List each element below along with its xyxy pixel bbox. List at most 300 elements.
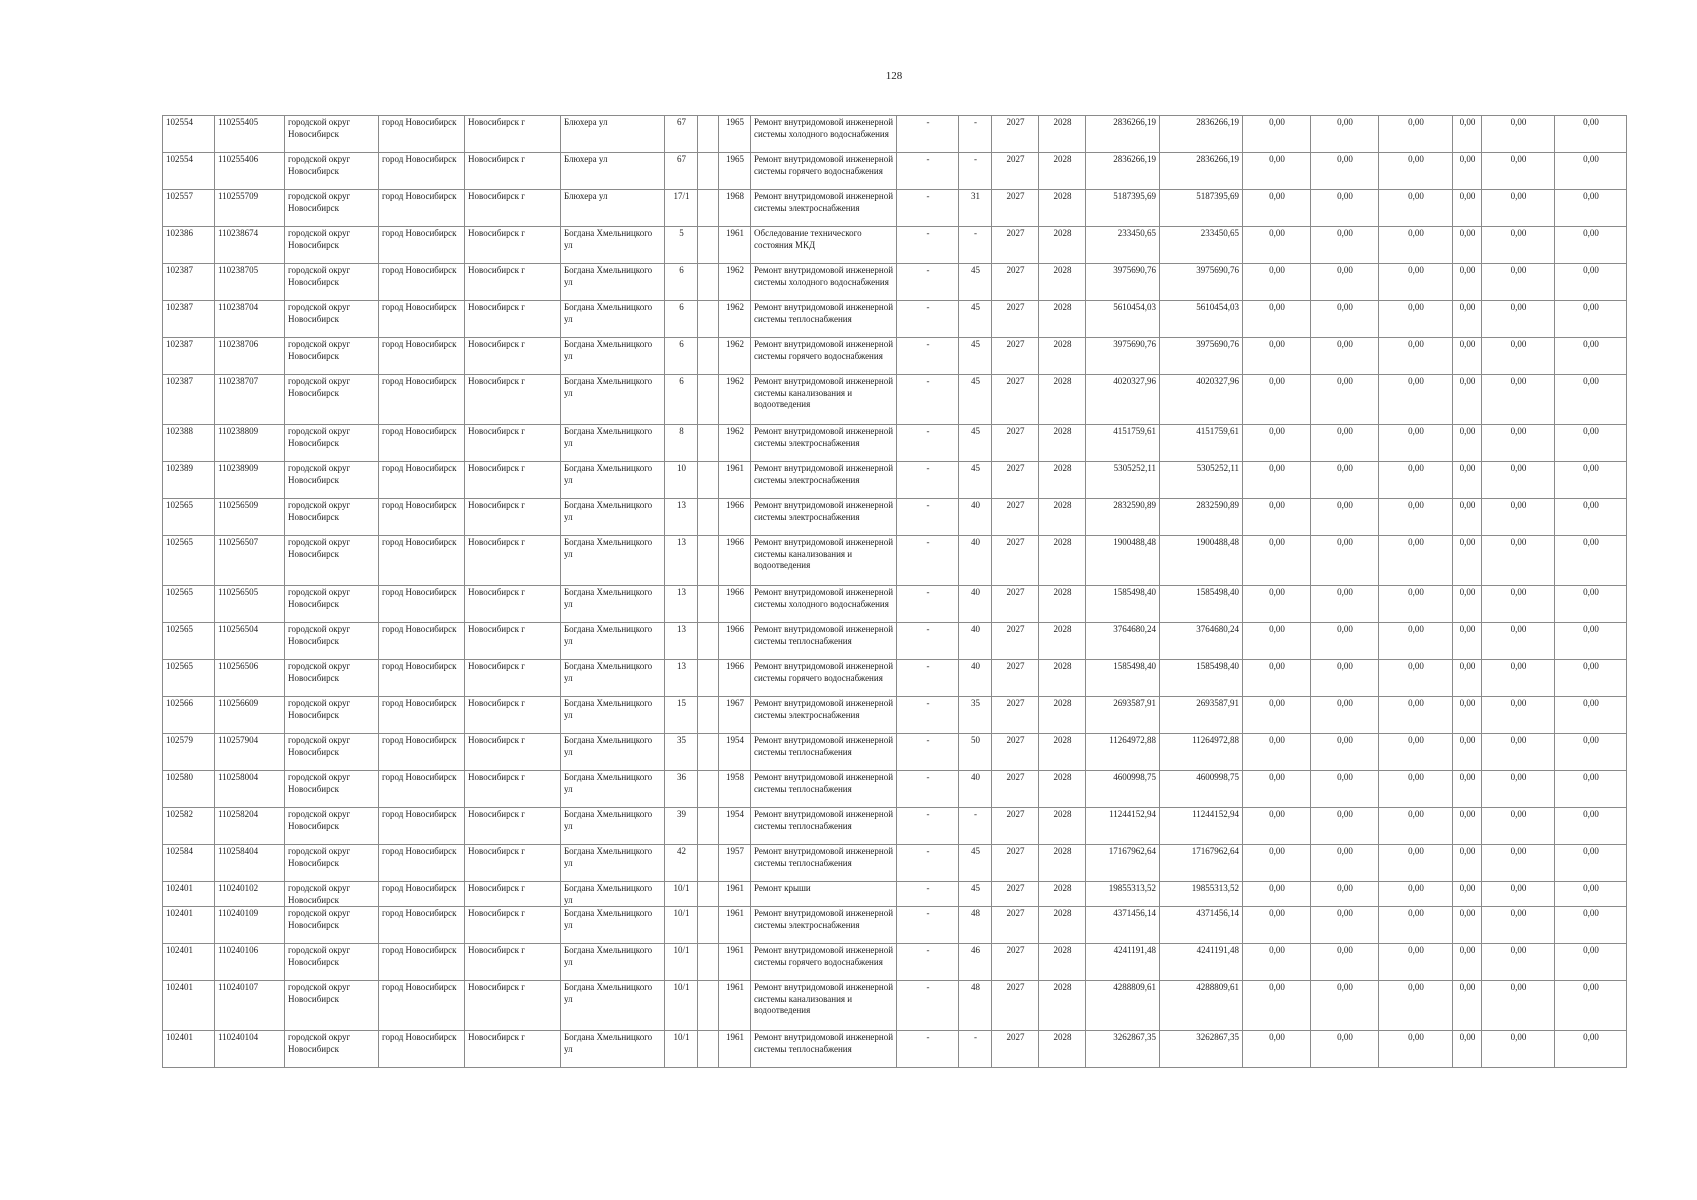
- cell-col-20: 0,00: [1453, 808, 1482, 845]
- cell-locality: Новосибирск г: [465, 771, 561, 808]
- cell-cost-federal: 0,00: [1243, 808, 1311, 845]
- cell-col-11: -: [897, 190, 959, 227]
- cell-street: Блюхера ул: [561, 153, 665, 190]
- cell-year-built: 1968: [719, 190, 751, 227]
- cell-cost-regional: 1585498,40: [1160, 660, 1243, 697]
- cell-col-11: -: [897, 116, 959, 153]
- cell-work-code: 110255709: [215, 190, 285, 227]
- cell-cost-region-budget: 0,00: [1311, 808, 1379, 845]
- cell-settlement: город Новосибирск: [379, 981, 465, 1031]
- cell-col-11: -: [897, 808, 959, 845]
- cell-locality: Новосибирск г: [465, 734, 561, 771]
- cell-settlement: город Новосибирск: [379, 623, 465, 660]
- cell-start-year: 2027: [992, 1031, 1039, 1068]
- cell-settlement: город Новосибирск: [379, 660, 465, 697]
- cell-cost-regional: 17167962,64: [1160, 845, 1243, 882]
- cell-cost-regional: 11264972,88: [1160, 734, 1243, 771]
- cell-year-built: 1966: [719, 536, 751, 586]
- cell-settlement: город Новосибирск: [379, 734, 465, 771]
- cell-street: Блюхера ул: [561, 116, 665, 153]
- cell-end-year: 2028: [1039, 734, 1086, 771]
- cell-cost-other: 0,00: [1555, 697, 1627, 734]
- cell-settlement: город Новосибирск: [379, 375, 465, 425]
- cell-work-type: Ремонт внутридомовой инженерной системы электроснабжения: [751, 907, 897, 944]
- cell-settlement: город Новосибирск: [379, 301, 465, 338]
- cell-cost-local-budget: 0,00: [1379, 944, 1453, 981]
- cell-work-code: 110256507: [215, 536, 285, 586]
- table-row: [163, 1031, 1627, 1068]
- cell-street: Богдана Хмельницкого ул: [561, 1031, 665, 1068]
- cell-year-built: 1961: [719, 882, 751, 907]
- cell-work-code: 110238707: [215, 375, 285, 425]
- cell-col-11: -: [897, 660, 959, 697]
- cell-street: Богдана Хмельницкого ул: [561, 845, 665, 882]
- cell-building: [698, 697, 719, 734]
- table-row: [163, 734, 1627, 771]
- cell-building: [698, 771, 719, 808]
- cell-cost-region-budget: 0,00: [1311, 586, 1379, 623]
- cell-object-code: 102401: [163, 882, 215, 907]
- cell-cost-owners: 0,00: [1482, 264, 1555, 301]
- cell-cost-total: 2836266,19: [1086, 153, 1160, 190]
- cell-building: [698, 190, 719, 227]
- cell-object-code: 102584: [163, 845, 215, 882]
- cell-municipality: городской округ Новосибирск: [285, 882, 379, 907]
- cell-cost-region-budget: 0,00: [1311, 1031, 1379, 1068]
- cell-cost-region-budget: 0,00: [1311, 425, 1379, 462]
- cell-cost-region-budget: 0,00: [1311, 153, 1379, 190]
- cell-cost-total: 2693587,91: [1086, 697, 1160, 734]
- cell-start-year: 2027: [992, 301, 1039, 338]
- cell-work-type: Ремонт внутридомовой инженерной системы канализования и водоотведения: [751, 375, 897, 425]
- cell-settlement: город Новосибирск: [379, 425, 465, 462]
- cell-col-20: 0,00: [1453, 116, 1482, 153]
- cell-street: Богдана Хмельницкого ул: [561, 425, 665, 462]
- cell-building: [698, 375, 719, 425]
- cell-work-code: 110240107: [215, 981, 285, 1031]
- cell-cost-local-budget: 0,00: [1379, 808, 1453, 845]
- cell-end-year: 2028: [1039, 190, 1086, 227]
- cell-cost-owners: 0,00: [1482, 944, 1555, 981]
- cell-cost-regional: 2693587,91: [1160, 697, 1243, 734]
- cell-col-12: 40: [959, 623, 992, 660]
- cell-cost-region-budget: 0,00: [1311, 623, 1379, 660]
- cell-end-year: 2028: [1039, 944, 1086, 981]
- table-row: [163, 338, 1627, 375]
- cell-cost-regional: 4600998,75: [1160, 771, 1243, 808]
- cell-cost-owners: 0,00: [1482, 375, 1555, 425]
- cell-house-number: 5: [665, 227, 698, 264]
- cell-work-code: 110238704: [215, 301, 285, 338]
- cell-cost-total: 4241191,48: [1086, 944, 1160, 981]
- cell-object-code: 102387: [163, 264, 215, 301]
- cell-house-number: 6: [665, 301, 698, 338]
- cell-cost-regional: 19855313,52: [1160, 882, 1243, 907]
- cell-municipality: городской округ Новосибирск: [285, 301, 379, 338]
- cell-end-year: 2028: [1039, 697, 1086, 734]
- cell-start-year: 2027: [992, 338, 1039, 375]
- table-row: [163, 190, 1627, 227]
- cell-work-type: Ремонт внутридомовой инженерной системы теплоснабжения: [751, 808, 897, 845]
- cell-cost-regional: 233450,65: [1160, 227, 1243, 264]
- cell-locality: Новосибирск г: [465, 116, 561, 153]
- cell-municipality: городской округ Новосибирск: [285, 425, 379, 462]
- cell-col-11: -: [897, 623, 959, 660]
- cell-object-code: 102565: [163, 660, 215, 697]
- cell-col-12: -: [959, 1031, 992, 1068]
- cell-house-number: 67: [665, 153, 698, 190]
- cell-cost-regional: 5305252,11: [1160, 462, 1243, 499]
- cell-object-code: 102582: [163, 808, 215, 845]
- cell-cost-owners: 0,00: [1482, 153, 1555, 190]
- cell-cost-region-budget: 0,00: [1311, 536, 1379, 586]
- cell-municipality: городской округ Новосибирск: [285, 944, 379, 981]
- cell-col-20: 0,00: [1453, 264, 1482, 301]
- cell-building: [698, 944, 719, 981]
- cell-end-year: 2028: [1039, 227, 1086, 264]
- cell-col-11: -: [897, 845, 959, 882]
- table-row: [163, 660, 1627, 697]
- cell-locality: Новосибирск г: [465, 845, 561, 882]
- cell-end-year: 2028: [1039, 845, 1086, 882]
- cell-work-type: Ремонт внутридомовой инженерной системы горячего водоснабжения: [751, 660, 897, 697]
- cell-start-year: 2027: [992, 771, 1039, 808]
- cell-building: [698, 499, 719, 536]
- cell-cost-federal: 0,00: [1243, 981, 1311, 1031]
- cell-cost-region-budget: 0,00: [1311, 660, 1379, 697]
- cell-street: Богдана Хмельницкого ул: [561, 462, 665, 499]
- cell-building: [698, 660, 719, 697]
- cell-cost-region-budget: 0,00: [1311, 499, 1379, 536]
- cell-work-code: 110258204: [215, 808, 285, 845]
- cell-cost-other: 0,00: [1555, 227, 1627, 264]
- cell-cost-total: 11244152,94: [1086, 808, 1160, 845]
- cell-cost-total: 1585498,40: [1086, 660, 1160, 697]
- cell-col-12: 50: [959, 734, 992, 771]
- cell-street: Богдана Хмельницкого ул: [561, 301, 665, 338]
- cell-col-20: 0,00: [1453, 981, 1482, 1031]
- cell-house-number: 10/1: [665, 882, 698, 907]
- cell-building: [698, 462, 719, 499]
- cell-cost-federal: 0,00: [1243, 153, 1311, 190]
- cell-object-code: 102565: [163, 536, 215, 586]
- cell-year-built: 1966: [719, 623, 751, 660]
- cell-locality: Новосибирск г: [465, 153, 561, 190]
- cell-cost-local-budget: 0,00: [1379, 264, 1453, 301]
- cell-col-11: -: [897, 697, 959, 734]
- cell-work-type: Ремонт внутридомовой инженерной системы теплоснабжения: [751, 301, 897, 338]
- cell-work-type: Ремонт внутридомовой инженерной системы электроснабжения: [751, 462, 897, 499]
- cell-locality: Новосибирск г: [465, 301, 561, 338]
- cell-col-11: -: [897, 586, 959, 623]
- cell-end-year: 2028: [1039, 536, 1086, 586]
- cell-col-12: 45: [959, 301, 992, 338]
- cell-cost-regional: 3262867,35: [1160, 1031, 1243, 1068]
- cell-work-code: 110238674: [215, 227, 285, 264]
- cell-object-code: 102387: [163, 301, 215, 338]
- cell-cost-local-budget: 0,00: [1379, 697, 1453, 734]
- cell-cost-region-budget: 0,00: [1311, 845, 1379, 882]
- cell-settlement: город Новосибирск: [379, 153, 465, 190]
- table-row: [163, 499, 1627, 536]
- cell-cost-region-budget: 0,00: [1311, 734, 1379, 771]
- cell-cost-regional: 2836266,19: [1160, 153, 1243, 190]
- cell-locality: Новосибирск г: [465, 536, 561, 586]
- cell-locality: Новосибирск г: [465, 660, 561, 697]
- table-row: [163, 623, 1627, 660]
- cell-settlement: город Новосибирск: [379, 586, 465, 623]
- cell-cost-other: 0,00: [1555, 153, 1627, 190]
- cell-col-12: 45: [959, 462, 992, 499]
- cell-building: [698, 808, 719, 845]
- cell-cost-owners: 0,00: [1482, 462, 1555, 499]
- cell-col-20: 0,00: [1453, 907, 1482, 944]
- cell-cost-other: 0,00: [1555, 462, 1627, 499]
- cell-cost-local-budget: 0,00: [1379, 660, 1453, 697]
- cell-cost-owners: 0,00: [1482, 697, 1555, 734]
- cell-cost-regional: 3975690,76: [1160, 264, 1243, 301]
- cell-work-type: Ремонт внутридомовой инженерной системы горячего водоснабжения: [751, 338, 897, 375]
- cell-cost-other: 0,00: [1555, 907, 1627, 944]
- cell-col-12: 45: [959, 338, 992, 375]
- cell-year-built: 1966: [719, 499, 751, 536]
- table-row: [163, 845, 1627, 882]
- cell-cost-local-budget: 0,00: [1379, 375, 1453, 425]
- cell-object-code: 102401: [163, 944, 215, 981]
- cell-building: [698, 882, 719, 907]
- cell-object-code: 102580: [163, 771, 215, 808]
- cell-street: Богдана Хмельницкого ул: [561, 586, 665, 623]
- cell-cost-other: 0,00: [1555, 981, 1627, 1031]
- cell-locality: Новосибирск г: [465, 944, 561, 981]
- cell-work-code: 110240109: [215, 907, 285, 944]
- cell-cost-other: 0,00: [1555, 1031, 1627, 1068]
- cell-locality: Новосибирск г: [465, 425, 561, 462]
- cell-year-built: 1957: [719, 845, 751, 882]
- cell-work-code: 110238909: [215, 462, 285, 499]
- cell-col-12: 48: [959, 981, 992, 1031]
- cell-cost-total: 4288809,61: [1086, 981, 1160, 1031]
- cell-cost-other: 0,00: [1555, 623, 1627, 660]
- cell-col-12: 40: [959, 771, 992, 808]
- cell-object-code: 102565: [163, 586, 215, 623]
- cell-municipality: городской округ Новосибирск: [285, 734, 379, 771]
- cell-object-code: 102565: [163, 623, 215, 660]
- cell-cost-owners: 0,00: [1482, 808, 1555, 845]
- cell-work-code: 110256509: [215, 499, 285, 536]
- cell-cost-other: 0,00: [1555, 882, 1627, 907]
- cell-cost-other: 0,00: [1555, 116, 1627, 153]
- cell-cost-local-budget: 0,00: [1379, 153, 1453, 190]
- cell-street: Богдана Хмельницкого ул: [561, 882, 665, 907]
- cell-end-year: 2028: [1039, 1031, 1086, 1068]
- cell-start-year: 2027: [992, 425, 1039, 462]
- cell-col-20: 0,00: [1453, 944, 1482, 981]
- cell-house-number: 6: [665, 338, 698, 375]
- cell-start-year: 2027: [992, 586, 1039, 623]
- cell-municipality: городской округ Новосибирск: [285, 845, 379, 882]
- cell-end-year: 2028: [1039, 499, 1086, 536]
- cell-col-12: 40: [959, 536, 992, 586]
- cell-end-year: 2028: [1039, 660, 1086, 697]
- cell-work-code: 110255405: [215, 116, 285, 153]
- cell-locality: Новосибирск г: [465, 882, 561, 907]
- cell-start-year: 2027: [992, 623, 1039, 660]
- cell-cost-federal: 0,00: [1243, 499, 1311, 536]
- cell-col-11: -: [897, 264, 959, 301]
- cell-col-12: -: [959, 116, 992, 153]
- cell-house-number: 10: [665, 462, 698, 499]
- cell-settlement: город Новосибирск: [379, 771, 465, 808]
- cell-cost-federal: 0,00: [1243, 301, 1311, 338]
- cell-work-type: Ремонт внутридомовой инженерной системы электроснабжения: [751, 425, 897, 462]
- cell-cost-total: 1585498,40: [1086, 586, 1160, 623]
- cell-cost-federal: 0,00: [1243, 734, 1311, 771]
- cell-cost-federal: 0,00: [1243, 116, 1311, 153]
- cell-start-year: 2027: [992, 462, 1039, 499]
- cell-municipality: городской округ Новосибирск: [285, 499, 379, 536]
- cell-municipality: городской округ Новосибирск: [285, 660, 379, 697]
- cell-municipality: городской округ Новосибирск: [285, 153, 379, 190]
- cell-work-code: 110240102: [215, 882, 285, 907]
- cell-cost-owners: 0,00: [1482, 623, 1555, 660]
- cell-building: [698, 586, 719, 623]
- cell-col-12: 45: [959, 425, 992, 462]
- cell-cost-owners: 0,00: [1482, 116, 1555, 153]
- cell-cost-total: 5305252,11: [1086, 462, 1160, 499]
- cell-municipality: городской округ Новосибирск: [285, 264, 379, 301]
- cell-year-built: 1961: [719, 1031, 751, 1068]
- cell-cost-other: 0,00: [1555, 536, 1627, 586]
- cell-cost-local-budget: 0,00: [1379, 499, 1453, 536]
- cell-work-type: Ремонт внутридомовой инженерной системы горячего водоснабжения: [751, 153, 897, 190]
- cell-object-code: 102565: [163, 499, 215, 536]
- cell-cost-regional: 11244152,94: [1160, 808, 1243, 845]
- cell-col-12: -: [959, 227, 992, 264]
- cell-street: Богдана Хмельницкого ул: [561, 623, 665, 660]
- cell-street: Богдана Хмельницкого ул: [561, 499, 665, 536]
- cell-end-year: 2028: [1039, 338, 1086, 375]
- cell-year-built: 1961: [719, 944, 751, 981]
- cell-col-20: 0,00: [1453, 190, 1482, 227]
- cell-cost-other: 0,00: [1555, 375, 1627, 425]
- cell-locality: Новосибирск г: [465, 375, 561, 425]
- table-row: [163, 981, 1627, 1031]
- cell-locality: Новосибирск г: [465, 1031, 561, 1068]
- cell-col-20: 0,00: [1453, 697, 1482, 734]
- cell-cost-regional: 3975690,76: [1160, 338, 1243, 375]
- cell-cost-region-budget: 0,00: [1311, 944, 1379, 981]
- cell-end-year: 2028: [1039, 882, 1086, 907]
- cell-work-type: Ремонт внутридомовой инженерной системы теплоснабжения: [751, 1031, 897, 1068]
- cell-cost-federal: 0,00: [1243, 586, 1311, 623]
- cell-col-11: -: [897, 301, 959, 338]
- table-row: [163, 301, 1627, 338]
- cell-municipality: городской округ Новосибирск: [285, 190, 379, 227]
- cell-house-number: 13: [665, 536, 698, 586]
- cell-end-year: 2028: [1039, 425, 1086, 462]
- cell-municipality: городской округ Новосибирск: [285, 338, 379, 375]
- table-row: [163, 882, 1627, 907]
- cell-cost-total: 5610454,03: [1086, 301, 1160, 338]
- cell-municipality: городской округ Новосибирск: [285, 697, 379, 734]
- cell-building: [698, 264, 719, 301]
- cell-cost-local-budget: 0,00: [1379, 907, 1453, 944]
- cell-start-year: 2027: [992, 882, 1039, 907]
- cell-work-type: Ремонт внутридомовой инженерной системы холодного водоснабжения: [751, 586, 897, 623]
- cell-street: Богдана Хмельницкого ул: [561, 808, 665, 845]
- cell-work-type: Обследование технического состояния МКД: [751, 227, 897, 264]
- cell-work-type: Ремонт внутридомовой инженерной системы холодного водоснабжения: [751, 116, 897, 153]
- cell-cost-total: 1900488,48: [1086, 536, 1160, 586]
- cell-settlement: город Новосибирск: [379, 264, 465, 301]
- cell-object-code: 102387: [163, 338, 215, 375]
- cell-col-20: 0,00: [1453, 845, 1482, 882]
- cell-settlement: город Новосибирск: [379, 462, 465, 499]
- cell-work-type: Ремонт внутридомовой инженерной системы холодного водоснабжения: [751, 264, 897, 301]
- cell-work-type: Ремонт внутридомовой инженерной системы электроснабжения: [751, 697, 897, 734]
- table-row: [163, 907, 1627, 944]
- cell-cost-regional: 4241191,48: [1160, 944, 1243, 981]
- cell-year-built: 1962: [719, 338, 751, 375]
- cell-building: [698, 301, 719, 338]
- cell-work-type: Ремонт внутридомовой инженерной системы канализования и водоотведения: [751, 536, 897, 586]
- cell-col-20: 0,00: [1453, 734, 1482, 771]
- cell-cost-region-budget: 0,00: [1311, 264, 1379, 301]
- cell-building: [698, 623, 719, 660]
- cell-cost-region-budget: 0,00: [1311, 462, 1379, 499]
- cell-cost-total: 3764680,24: [1086, 623, 1160, 660]
- cell-start-year: 2027: [992, 499, 1039, 536]
- cell-cost-total: 4371456,14: [1086, 907, 1160, 944]
- cell-settlement: город Новосибирск: [379, 697, 465, 734]
- cell-street: Богдана Хмельницкого ул: [561, 227, 665, 264]
- cell-locality: Новосибирск г: [465, 190, 561, 227]
- cell-cost-owners: 0,00: [1482, 771, 1555, 808]
- cell-start-year: 2027: [992, 907, 1039, 944]
- cell-col-20: 0,00: [1453, 586, 1482, 623]
- cell-building: [698, 907, 719, 944]
- cell-year-built: 1965: [719, 153, 751, 190]
- cell-settlement: город Новосибирск: [379, 338, 465, 375]
- cell-cost-total: 2836266,19: [1086, 116, 1160, 153]
- cell-start-year: 2027: [992, 660, 1039, 697]
- cell-object-code: 102386: [163, 227, 215, 264]
- cell-cost-owners: 0,00: [1482, 425, 1555, 462]
- cell-end-year: 2028: [1039, 462, 1086, 499]
- cell-cost-owners: 0,00: [1482, 227, 1555, 264]
- cell-col-11: -: [897, 981, 959, 1031]
- cell-start-year: 2027: [992, 981, 1039, 1031]
- cell-col-20: 0,00: [1453, 425, 1482, 462]
- cell-house-number: 35: [665, 734, 698, 771]
- cell-col-12: 45: [959, 882, 992, 907]
- cell-cost-local-budget: 0,00: [1379, 462, 1453, 499]
- cell-house-number: 42: [665, 845, 698, 882]
- cell-cost-owners: 0,00: [1482, 882, 1555, 907]
- table-row: [163, 264, 1627, 301]
- table-row: [163, 375, 1627, 425]
- cell-building: [698, 845, 719, 882]
- cell-start-year: 2027: [992, 153, 1039, 190]
- cell-settlement: город Новосибирск: [379, 499, 465, 536]
- cell-building: [698, 338, 719, 375]
- cell-cost-total: 3262867,35: [1086, 1031, 1160, 1068]
- cell-cost-region-budget: 0,00: [1311, 981, 1379, 1031]
- cell-cost-other: 0,00: [1555, 845, 1627, 882]
- cell-col-20: 0,00: [1453, 499, 1482, 536]
- cell-cost-region-budget: 0,00: [1311, 697, 1379, 734]
